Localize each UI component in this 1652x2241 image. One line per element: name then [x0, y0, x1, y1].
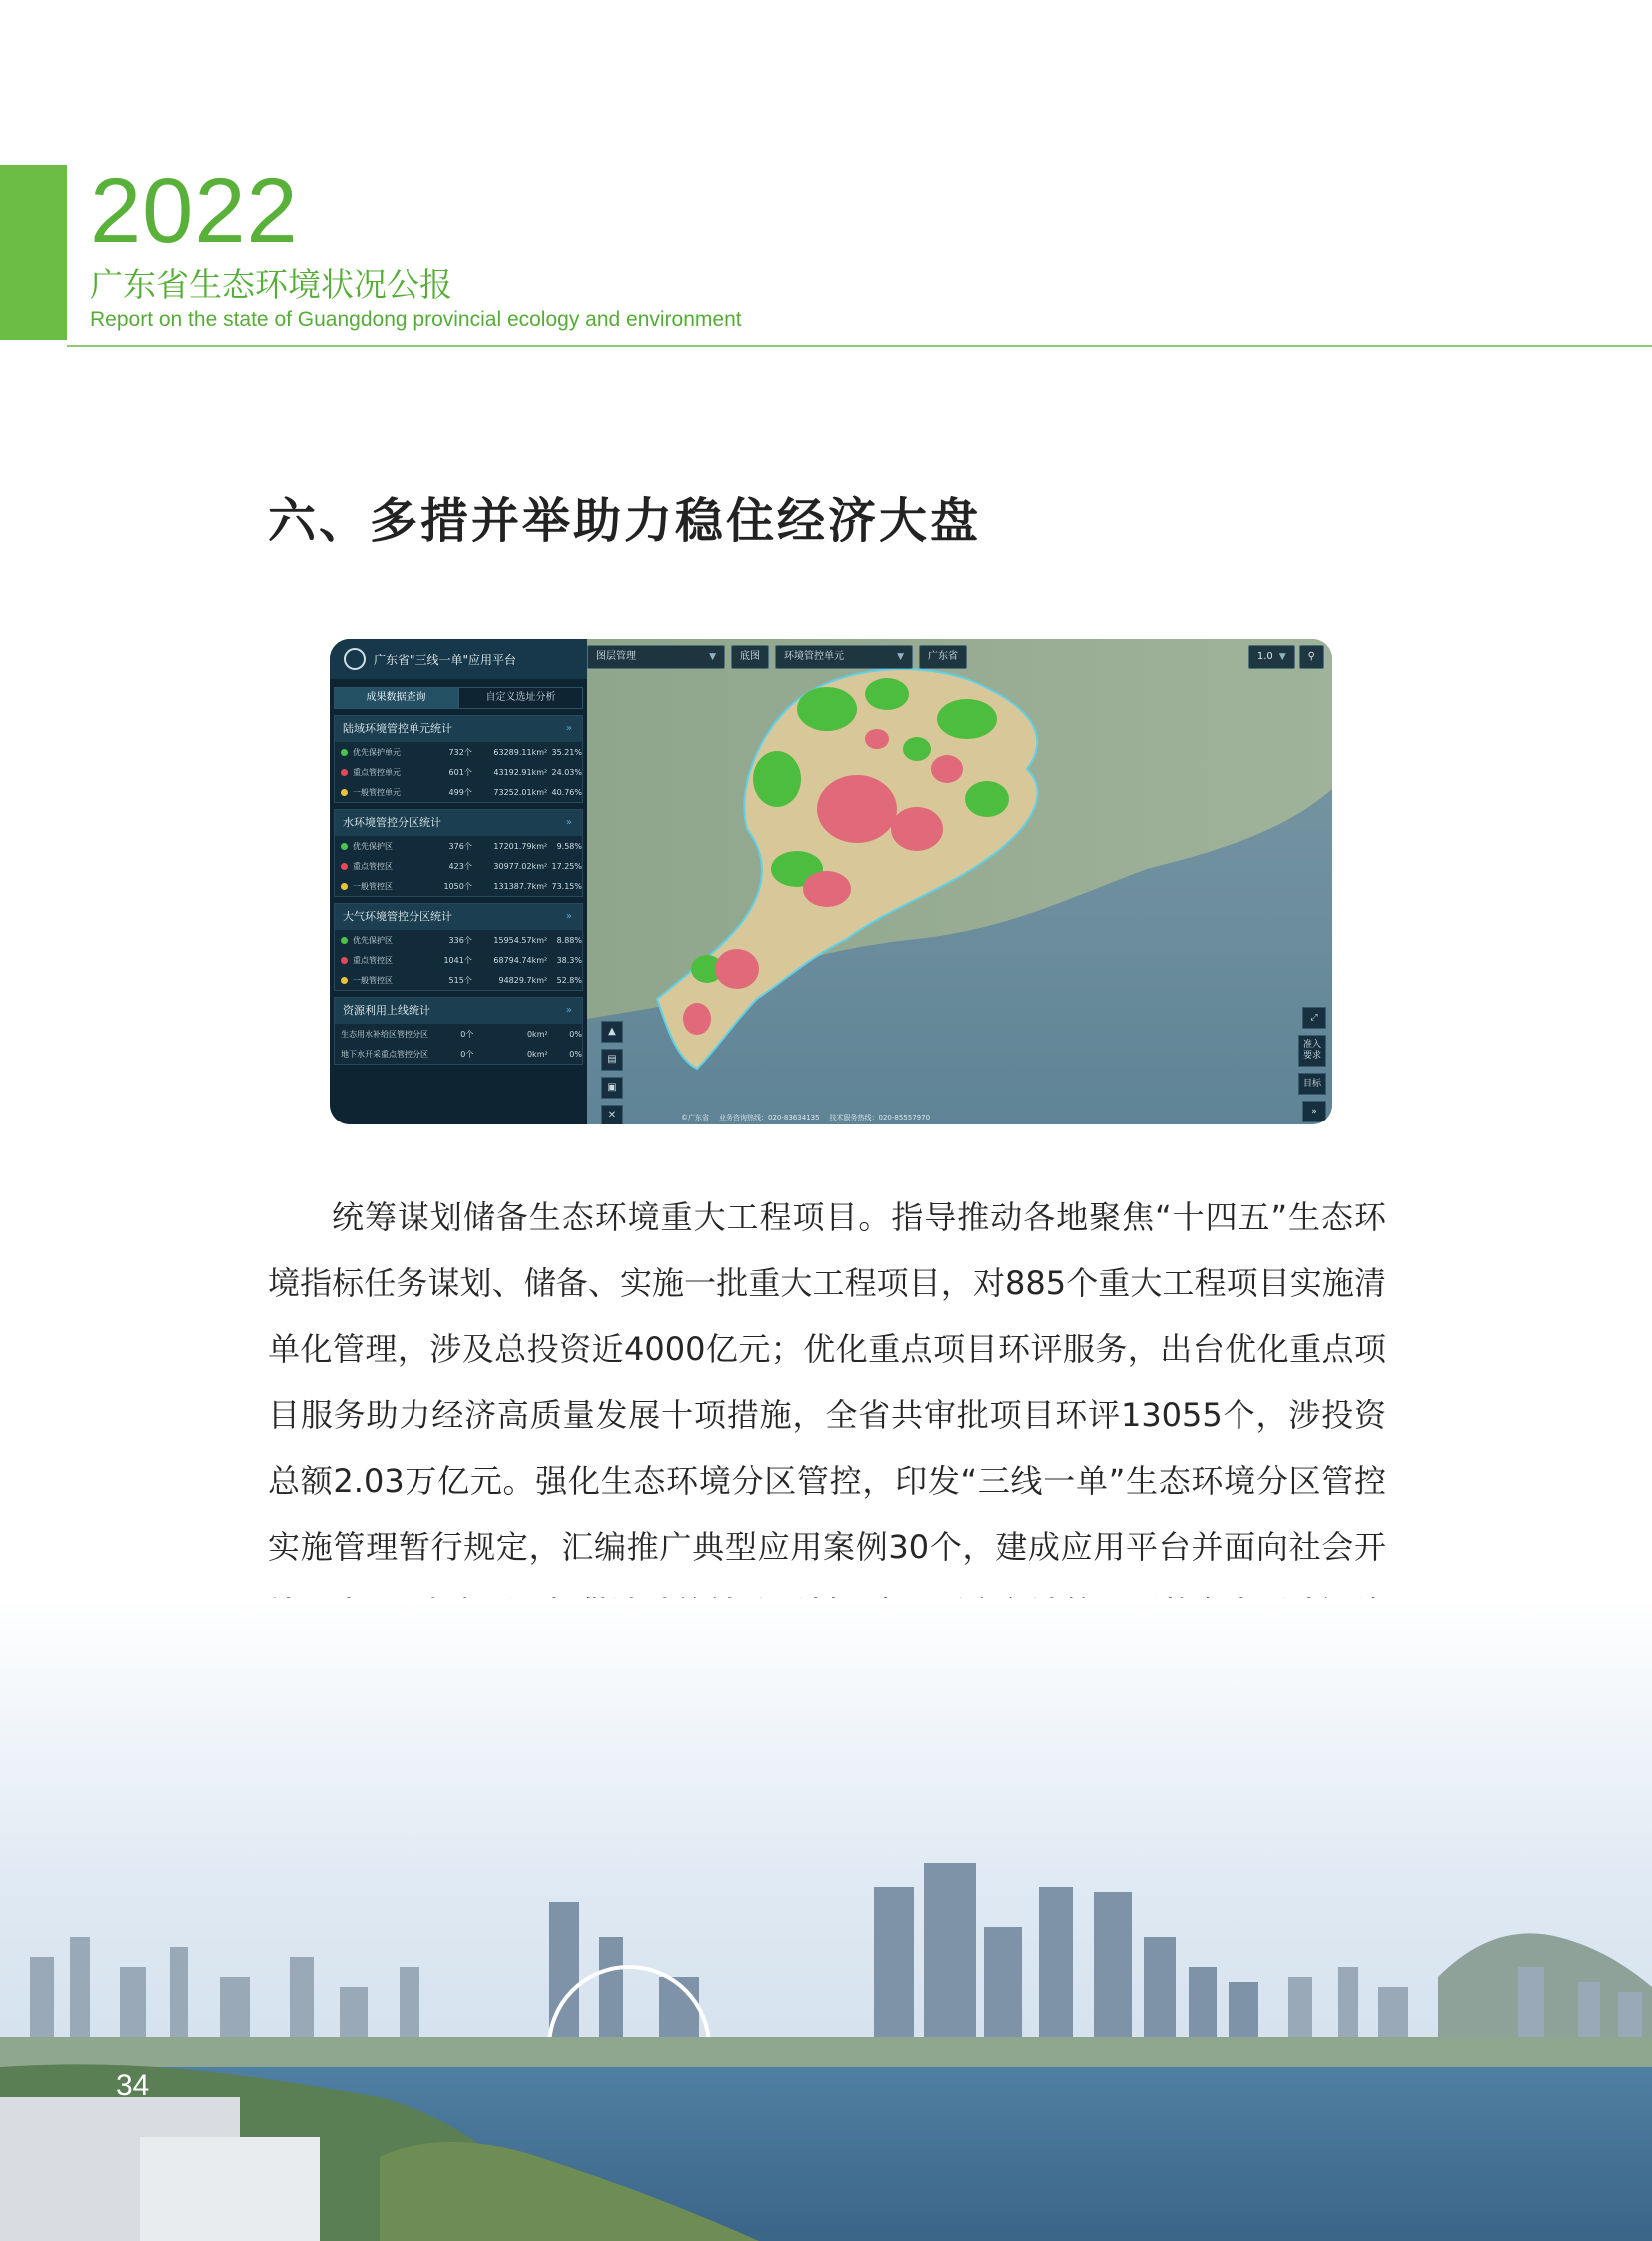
section-title: 六、多措并举助力稳住经济大盘 [268, 493, 982, 549]
skyline-drawing [0, 1598, 1652, 2241]
expand-icon[interactable]: » [565, 1005, 572, 1016]
table-row [335, 950, 582, 970]
footer-support-hotline: 技术服务热线：020-85557970 [829, 1114, 931, 1121]
compass-icon[interactable]: ▲ [601, 1021, 623, 1043]
expand-icon[interactable]: » [565, 817, 572, 828]
row-pct: 40.76% [551, 787, 582, 797]
table-row [335, 782, 582, 802]
footer-consult-hotline: 业务咨询热线：020-83634135 [719, 1114, 820, 1121]
row-name: 重点管控区 [353, 955, 393, 965]
resource-stats-title: 资源利用上线统计 [343, 1004, 430, 1017]
row-count: 0个 [460, 1049, 474, 1059]
target-button[interactable]: 目标 [1298, 1073, 1326, 1095]
row-count: 423个 [448, 861, 472, 871]
header-title-cn: 广东省生态环境状况公报 [90, 265, 452, 304]
land-stats-title: 陆域环境管控单元统计 [343, 722, 452, 735]
search-icon: ⚲ [1307, 651, 1315, 662]
general-control-dot-icon [341, 883, 348, 890]
row-name: 生态用水补给区管控分区 [341, 1029, 428, 1039]
general-control-dot-icon [341, 789, 348, 796]
row-pct: 35.21% [551, 747, 582, 757]
water-stats-title: 水环境管控分区统计 [343, 816, 441, 829]
emblem-icon [344, 648, 366, 670]
row-area: 30977.02km² [493, 861, 548, 871]
layer-management-label: 图层管理 [596, 651, 636, 662]
row-area: 15954.57km² [493, 935, 548, 945]
row-name: 重点管控单元 [353, 767, 401, 777]
row-count: 1041个 [443, 955, 472, 965]
map-right-tools [1298, 1007, 1326, 1122]
row-area: 131387.7km² [493, 881, 548, 891]
double-chevron-right-icon[interactable]: » [1302, 1101, 1326, 1122]
row-count: 1050个 [443, 881, 472, 891]
region-label: 广东省 [928, 651, 958, 662]
chevron-down-icon: ▼ [897, 652, 904, 662]
row-pct: 0% [569, 1049, 582, 1059]
key-control-dot-icon [341, 957, 348, 964]
header-accent-bar [0, 165, 67, 340]
layer-management-select[interactable] [587, 645, 725, 669]
row-area: 0km² [526, 1049, 548, 1059]
region-select[interactable] [919, 645, 967, 669]
row-name: 一般管控区 [353, 881, 393, 891]
save-icon[interactable]: ▣ [601, 1077, 623, 1099]
table-row [335, 836, 582, 856]
land-stats-header[interactable] [335, 716, 582, 742]
header-divider [67, 345, 1652, 347]
row-pct: 38.3% [556, 955, 582, 965]
app-title-bar [330, 639, 587, 679]
row-name: 地下水开采重点管控分区 [341, 1049, 428, 1059]
page-number: 34 [116, 2069, 150, 2102]
row-name: 优先保护区 [353, 841, 393, 851]
row-area: 73252.01km² [493, 787, 548, 797]
priority-dot-icon [341, 843, 348, 850]
layers-icon[interactable]: ▤ [601, 1049, 623, 1071]
land-stats-block [334, 715, 583, 803]
water-stats-block [334, 809, 583, 897]
close-icon[interactable]: ✕ [601, 1105, 623, 1124]
platform-screenshot [330, 639, 1332, 1124]
tab-custom-site-analysis[interactable]: 自定义选址分析 [458, 687, 583, 709]
map-toolbar-right [1248, 645, 1324, 669]
priority-dot-icon [341, 749, 348, 756]
table-row [335, 856, 582, 876]
map-toolbar [587, 645, 967, 669]
row-name: 重点管控区 [353, 861, 393, 871]
row-area: 68794.74km² [493, 955, 548, 965]
row-area: 94829.7km² [498, 975, 548, 985]
air-stats-header[interactable] [335, 904, 582, 930]
row-count: 732个 [448, 747, 472, 757]
tab-results-query[interactable]: 成果数据查询 [334, 687, 458, 709]
body-paragraph: 统筹谋划储备生态环境重大工程项目。指导推动各地聚焦“十四五”生态环境指标任务谋划、储备、实施一批重大工程项目，对885个重大工程项目实施清单化管理，涉及总投资近4000亿元；优化重点项目环评服务，出台优化重点项目服务助力经济高质量发展十项措施，全省共审批项目环评13055个，涉投资总额2.03万亿元。强化生态环境分区管控，印发“三线一单”生态环境分区管控实施管理暂行规定，汇编推广典型应用案例30个，建成应用平台并面向社会开 [268, 1198, 1386, 1566]
expand-icon[interactable]: » [565, 911, 572, 922]
row-area: 0km² [526, 1029, 548, 1039]
city-skyline-image [0, 1598, 1652, 2241]
row-name: 一般管控区 [353, 975, 393, 985]
chevron-down-icon: ▼ [709, 652, 716, 662]
map-canvas [587, 639, 1332, 1124]
header-year: 2022 [90, 160, 299, 262]
basemap-button[interactable] [731, 645, 769, 669]
basemap-label: 底图 [740, 651, 760, 662]
unit-select[interactable] [775, 645, 913, 669]
table-row [335, 742, 582, 762]
resource-stats-block [334, 997, 583, 1065]
row-name: 一般管控单元 [353, 787, 401, 797]
table-row [335, 970, 582, 990]
search-button[interactable] [1299, 645, 1324, 669]
row-count: 376个 [448, 841, 472, 851]
map-view [587, 639, 1332, 1124]
row-pct: 8.88% [556, 935, 582, 945]
expand-icon[interactable]: » [565, 723, 572, 734]
table-row [335, 876, 582, 896]
fullscreen-icon[interactable]: ⤢ [1302, 1007, 1326, 1029]
chevron-down-icon: ▼ [1278, 652, 1286, 662]
app-title: 广东省"三线一单"应用平台 [374, 652, 517, 667]
table-row [335, 762, 582, 782]
header-title-en: Report on the state of Guangdong provincial ecology and environment [90, 308, 742, 331]
table-row [335, 930, 582, 950]
row-count: 0个 [460, 1029, 474, 1039]
row-pct: 0% [569, 1029, 582, 1039]
priority-dot-icon [341, 937, 348, 944]
table-row [335, 1024, 582, 1044]
row-name: 优先保护区 [353, 935, 393, 945]
unit-select-label: 环境管控单元 [784, 651, 844, 662]
stats-panel [330, 639, 587, 1124]
row-area: 43192.91km² [493, 767, 548, 777]
row-count: 601个 [448, 767, 472, 777]
zoom-select[interactable] [1248, 645, 1295, 669]
panel-tabs [334, 687, 583, 709]
footer-source: ©广东省 [681, 1114, 709, 1121]
map-left-tools [601, 1021, 623, 1124]
row-count: 336个 [448, 935, 472, 945]
row-count: 499个 [448, 787, 472, 797]
row-pct: 24.03% [551, 767, 582, 777]
air-stats-title: 大气环境管控分区统计 [343, 910, 452, 923]
row-pct: 52.8% [556, 975, 582, 985]
access-requirements-button[interactable]: 准入要求 [1298, 1035, 1326, 1067]
row-area: 63289.11km² [493, 747, 548, 757]
row-pct: 9.58% [556, 841, 582, 851]
row-name: 优先保护单元 [353, 747, 401, 757]
resource-stats-header[interactable] [335, 998, 582, 1024]
general-control-dot-icon [341, 977, 348, 984]
map-footer [681, 1113, 930, 1122]
table-row [335, 1044, 582, 1064]
air-stats-block [334, 903, 583, 991]
row-pct: 17.25% [551, 861, 582, 871]
zoom-label: 1.0 [1256, 651, 1273, 662]
key-control-dot-icon [341, 863, 348, 870]
water-stats-header[interactable] [335, 810, 582, 836]
key-control-dot-icon [341, 769, 348, 776]
row-area: 17201.79km² [493, 841, 548, 851]
row-pct: 73.15% [551, 881, 582, 891]
row-count: 515个 [448, 975, 472, 985]
